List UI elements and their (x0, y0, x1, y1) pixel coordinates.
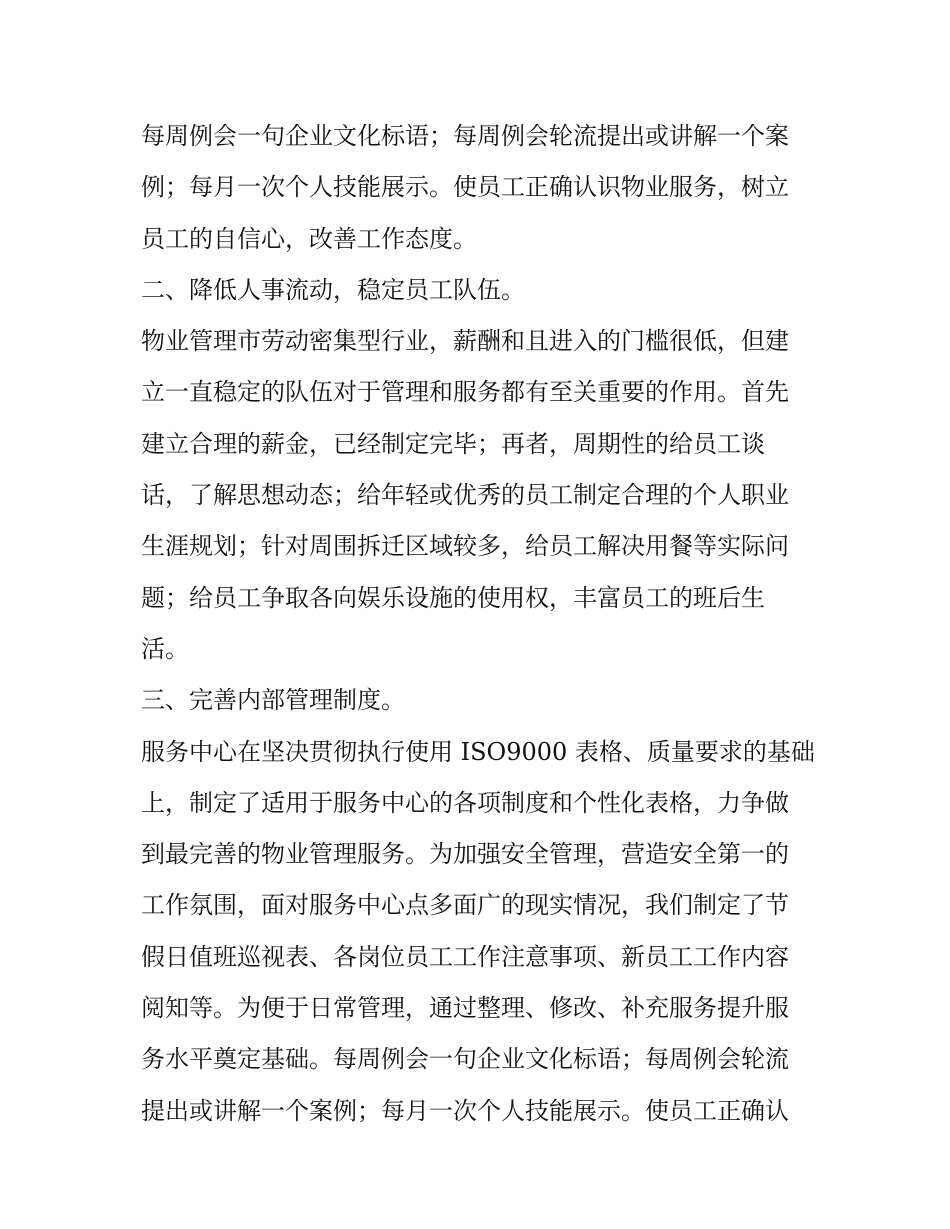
text-line: 员工的自信心，改善工作态度。 (141, 224, 477, 253)
text-line: 阅知等。为便于日常管理，通过整理、修改、补充服务提升服 (141, 994, 789, 1023)
text-line: 例；每月一次个人技能展示。使员工正确认识物业服务，树立 (141, 173, 789, 202)
text-line: 提出或讲解一个案例；每月一次个人技能展示。使员工正确认 (141, 1096, 789, 1125)
text-line: 上，制定了适用于服务中心的各项制度和个性化表格，力争做 (141, 788, 789, 817)
section-heading: 二、降低人事流动，稳定员工队伍。 (141, 275, 525, 304)
text-line: 建立合理的薪金，已经制定完毕；再者，周期性的给员工谈 (141, 429, 765, 458)
text-line: 每周例会一句企业文化标语；每周例会轮流提出或讲解一个案 (141, 122, 789, 150)
text-line: 活。 (141, 634, 189, 663)
text-line: 服务中心在坚决贯彻执行使用 ISO9000 表格、质量要求的基础 (141, 737, 815, 766)
text-line: 工作氛围，面对服务中心点多面广的现实情况，我们制定了节 (141, 891, 789, 920)
text-line: 立一直稳定的队伍对于管理和服务都有至关重要的作用。首先 (141, 378, 789, 407)
text-line: 生涯规划；针对周围拆迁区域较多，给员工解决用餐等实际问 (141, 532, 789, 561)
text-line: 到最完善的物业管理服务。为加强安全管理，营造安全第一的 (141, 840, 789, 869)
text-line: 假日值班巡视表、各岗位员工工作注意事项、新员工工作内容 (141, 942, 789, 971)
text-line: 务水平奠定基础。每周例会一句企业文化标语；每周例会轮流 (141, 1045, 789, 1074)
section-heading: 三、完善内部管理制度。 (141, 686, 405, 715)
text-line: 题；给员工争取各向娱乐设施的使用权，丰富员工的班后生 (141, 583, 765, 612)
text-line: 物业管理市劳动密集型行业，薪酬和且进入的门槛很低，但建 (141, 327, 789, 356)
document-body (141, 111, 813, 1137)
text-line: 话，了解思想动态；给年轻或优秀的员工制定合理的个人职业 (141, 481, 789, 510)
